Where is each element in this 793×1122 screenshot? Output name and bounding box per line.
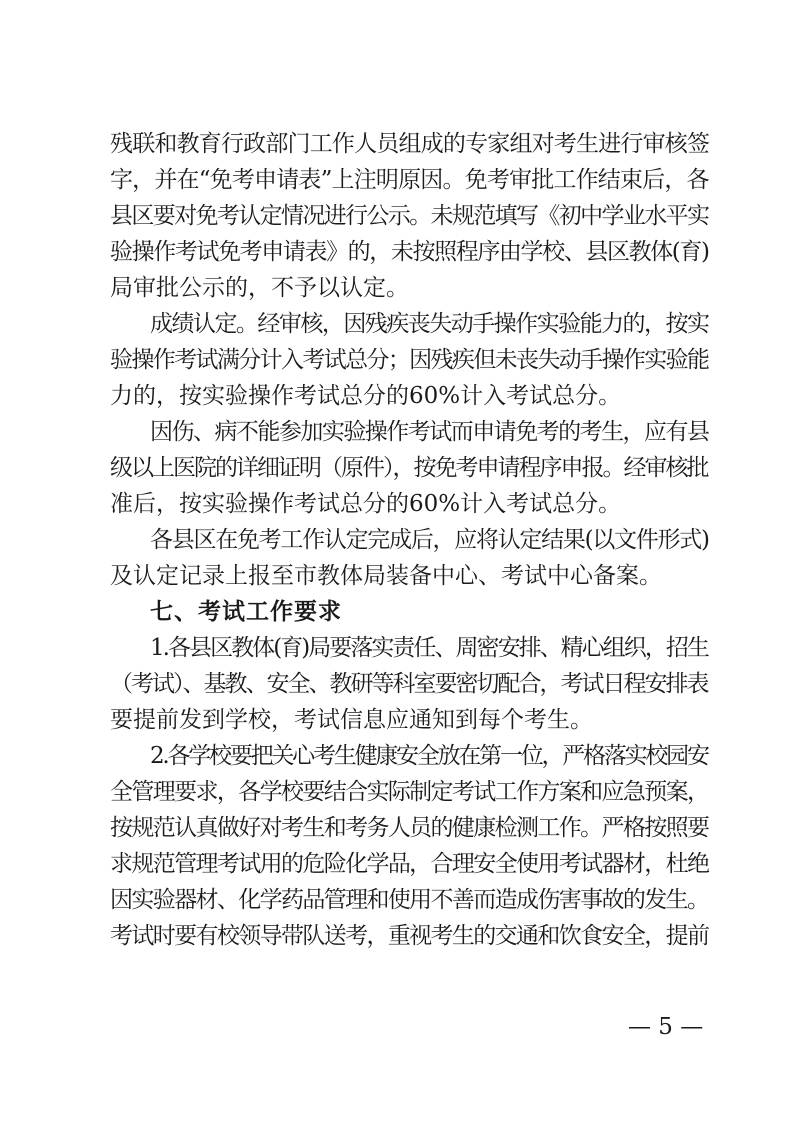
body-text-line: 残联和教育行政部门工作人员组成的专家组对考生进行审核签 [110, 131, 710, 157]
body-text-line: 字，并在“免考申请表”上注明原因。免考审批工作结束后，各 [110, 167, 709, 193]
body-text-line: （考试）、基教、安全、教研等科室要密切配合，考试日程安排表 [110, 671, 708, 697]
body-text-line: 验操作考试免考申请表》的，未按照程序由学校、县区教体(育) [110, 239, 709, 265]
body-text-line: 全管理要求，各学校要结合实际制定考试工作方案和应急预案， [110, 779, 709, 805]
body-text-line: 县区要对免考认定情况进行公示。未规范填写《初中学业水平实 [110, 203, 709, 229]
section-heading: 七、考试工作要求 [150, 599, 342, 625]
body-text-line: 力的，按实验操作考试总分的60%计入考试总分。 [110, 383, 622, 409]
body-text-line: 要提前发到学校，考试信息应通知到每个考生。 [110, 707, 593, 733]
paragraph-first-line: 各县区在免考工作认定完成后，应将认定结果(以文件形式) [150, 527, 709, 553]
paragraph-first-line: 成绩认定。经审核，因残疾丧失动手操作实验能力的，按实 [150, 311, 709, 337]
body-text-line: 考试时要有校领导带队送考，重视考生的交通和饮食安全，提前 [110, 923, 709, 949]
body-text-line: 级以上医院的详细证明（原件），按免考申请程序申报。经审核批 [110, 455, 708, 481]
paragraph-first-line: 2.各学校要把关心考生健康安全放在第一位，严格落实校园安 [150, 743, 708, 769]
body-text-line: 求规范管理考试用的危险化学品，合理安全使用考试器材，杜绝 [110, 851, 709, 877]
page-number: — 5 — [628, 1014, 704, 1040]
body-text-line: 准后，按实验操作考试总分的60%计入考试总分。 [110, 491, 622, 517]
body-text-line: 局审批公示的，不予以认定。 [110, 275, 409, 301]
body-text-line: 及认定记录上报至市教体局装备中心、考试中心备案。 [110, 563, 662, 589]
paragraph-first-line: 因伤、病不能参加实验操作考试而申请免考的考生，应有县 [150, 419, 709, 445]
body-text-line: 按规范认真做好对考生和考务人员的健康检测工作。严格按照要 [110, 815, 709, 841]
body-text-line: 因实验器材、化学药品管理和使用不善而造成伤害事故的发生。 [110, 887, 709, 913]
paragraph-first-line: 1.各县区教体(育)局要落实责任、周密安排、精心组织，招生 [150, 635, 708, 661]
body-text-line: 验操作考试满分计入考试总分；因残疾但未丧失动手操作实验能 [110, 347, 709, 373]
